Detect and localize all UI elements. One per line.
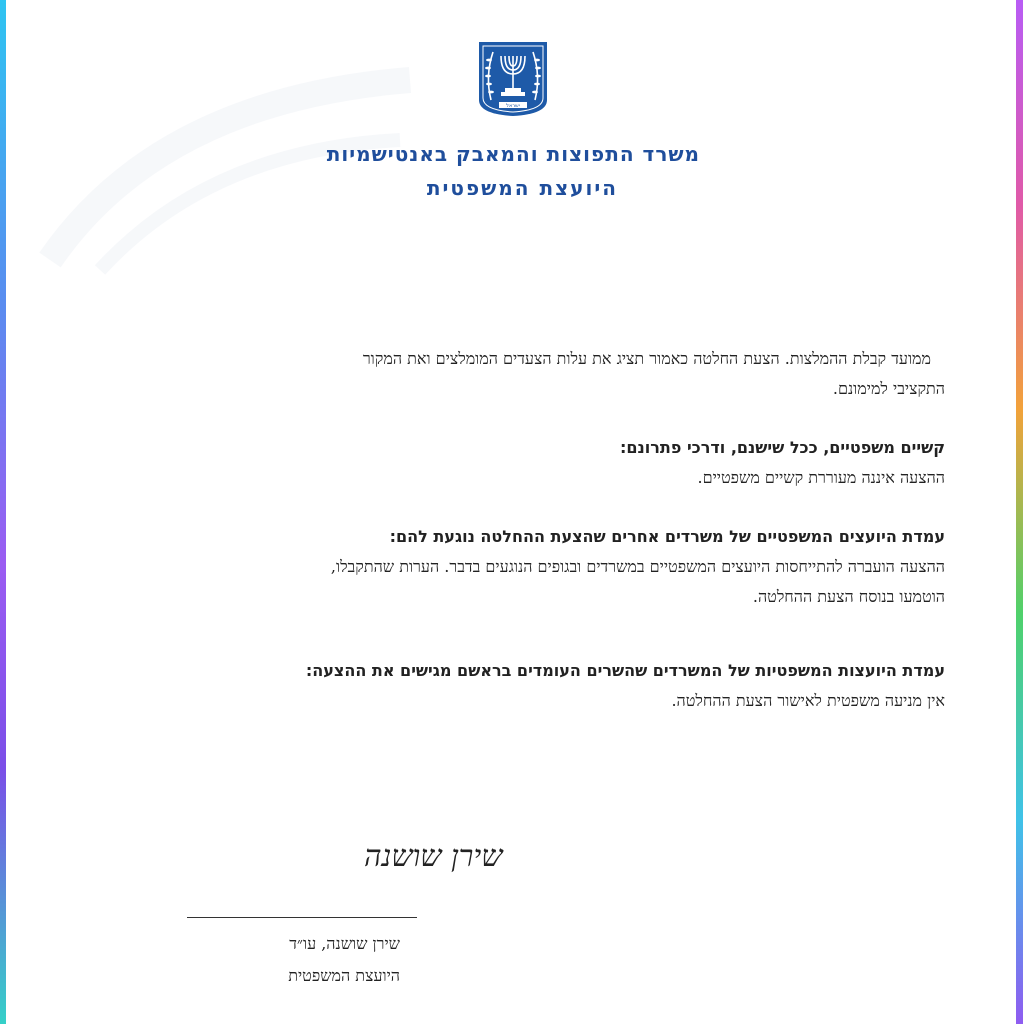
section-text: ההצעה איננה מעוררת קשיים משפטיים.	[697, 468, 945, 487]
intro-line: ממועד קבלת ההמלצות. הצעת החלטה כאמור תציג את עלות הצעדים המומלצים ואת המקור	[362, 349, 931, 368]
section-text: ההצעה הועברה להתייחסות היועצים המשפטיים במשרדים ובגופים הנוגעים בדבר. הערות שהתקבלו,	[330, 557, 945, 576]
svg-text:ישראל: ישראל	[506, 103, 520, 109]
intro-paragraph	[85, 344, 945, 404]
right-color-strip	[1016, 0, 1023, 1024]
section-text: אין מניעה משפטית לאישור הצעת ההחלטה.	[671, 691, 945, 710]
section-legal-advisors-position	[85, 656, 945, 716]
section-other-offices	[85, 522, 945, 612]
signer-title: היועצת המשפטית	[288, 966, 400, 985]
handwritten-signature	[212, 826, 503, 886]
department-name: היועצת המשפטית	[426, 176, 618, 200]
section-heading: עמדת היועצים המשפטיים של משרדים אחרים שהצעת ההחלטה נוגעת להם:	[389, 527, 945, 546]
section-heading: עמדת היועצות המשפטיות של המשרדים שהשרים העומדים בראשם מגישים את ההצעה:	[305, 661, 945, 680]
signer-name: שירן שושנה, עו״ד	[289, 934, 400, 953]
intro-line: התקציבי למימונם.	[832, 379, 945, 398]
section-text: הוטמעו בנוסח הצעת ההחלטה.	[752, 587, 945, 606]
svg-text:שירן שושנה: שירן שושנה	[364, 839, 503, 874]
left-color-strip	[0, 0, 6, 1024]
signature-line	[187, 917, 417, 918]
section-legal-difficulties	[85, 433, 945, 493]
state-emblem-icon	[477, 40, 549, 118]
section-heading: קשיים משפטיים, ככל שישנם, ודרכי פתרונם:	[620, 438, 945, 457]
watermark-graphic	[40, 60, 420, 280]
ministry-name: משרד התפוצות והמאבק באנטישמיות	[326, 142, 700, 166]
